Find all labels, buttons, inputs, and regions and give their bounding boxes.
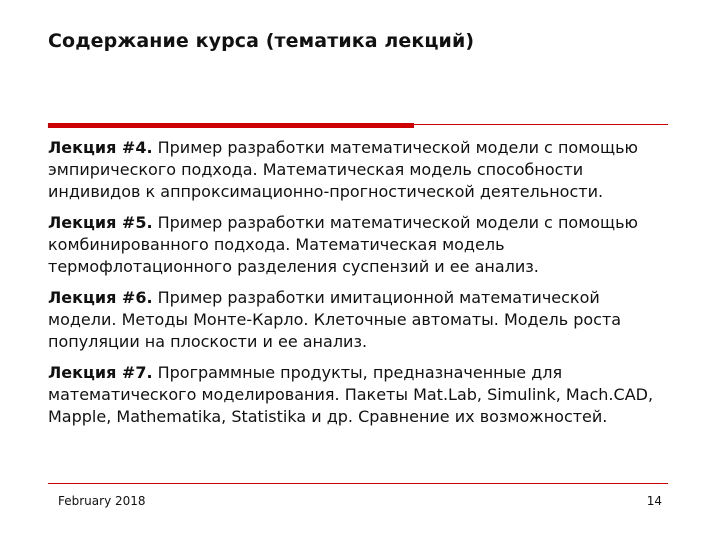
lecture-item-6 [48,287,668,353]
lecture-item-5 [48,212,668,278]
footer-divider-line [48,483,668,484]
lecture-text: Пример разработки математической модели с помощью комбинированного подхода. Математическая модель термофлотационного разделения суспензий и ее анализ. [48,213,639,276]
lecture-text: Пример разработки имитационной математической модели. Методы Монте-Карло. Клеточные автоматы. Модель роста популяции на плоскости и ее анализ. [48,288,622,351]
lecture-heading: Лекция #7. [48,363,153,382]
lecture-heading: Лекция #6. [48,288,153,307]
footer-date: February 2018 [58,494,146,508]
lecture-text: Программные продукты, предназначенные для математического моделирования. Пакеты Mat.Lab, Simulink, Mach.CAD, Mapple, Mathematika, Statistika и др. Сравнение их возможностей. [48,363,654,426]
lecture-heading: Лекция #4. [48,138,153,157]
lecture-item-7 [48,362,668,428]
lecture-item-4 [48,137,668,203]
lecture-text: Пример разработки математической модели с помощью эмпирического подхода. Математическая модель способности индивидов к аппроксимационно-прогностической деятельности. [48,138,639,201]
header-accent-bar [48,123,414,128]
slide-title: Содержание курса (тематика лекций) [48,30,475,52]
page-number: 14 [646,494,662,508]
lecture-heading: Лекция #5. [48,213,153,232]
lecture-list [48,137,668,437]
